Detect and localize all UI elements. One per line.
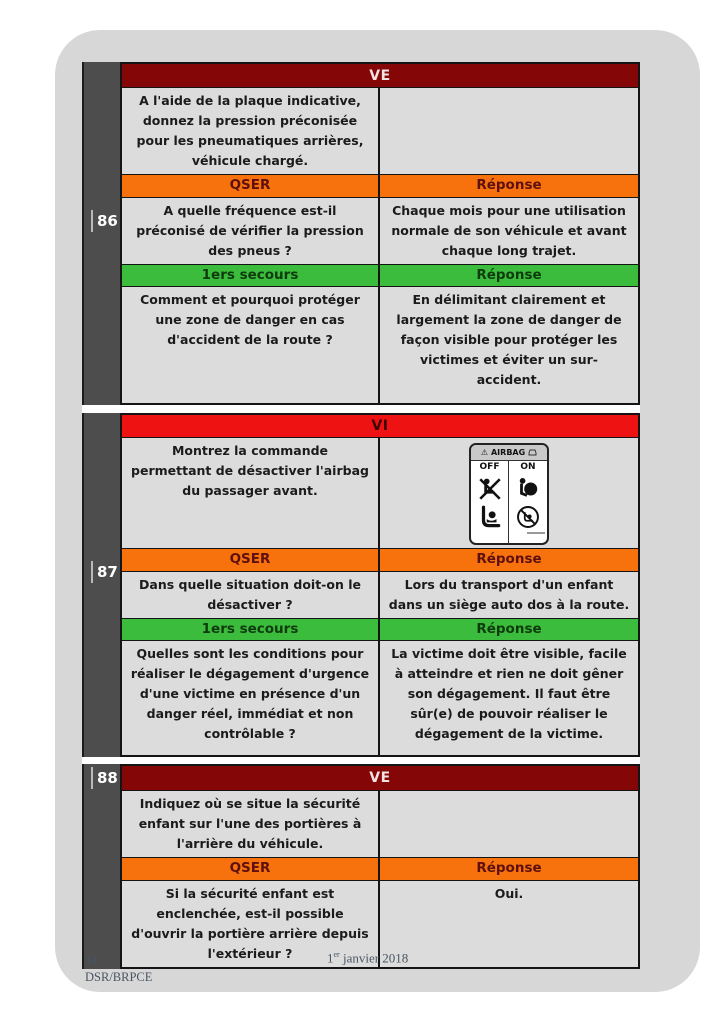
reponse-header: Réponse	[476, 860, 542, 877]
answer-cell-illustration	[380, 438, 638, 548]
question-row	[122, 87, 638, 174]
footer-date	[327, 950, 408, 966]
qser-question-cell: Dans quelle situation doit-on le désactiver ?	[122, 572, 380, 618]
question-cell: Indiquez où se situe la sécurité enfant sur l'une des portières à l'arrière du véhicule.	[122, 791, 380, 857]
secours-question-cell: Comment et pourquoi protéger une zone de danger en cas d'accident de la route ?	[122, 287, 380, 403]
reponse-header: Réponse	[476, 266, 542, 283]
reponse-header: Réponse	[476, 177, 542, 193]
airbag-label-header	[471, 445, 547, 461]
qser-header-row	[122, 857, 638, 880]
airbag-off-icon	[477, 476, 503, 502]
question-block-86	[82, 62, 640, 405]
sidebar-segment-88	[82, 764, 120, 969]
airbag-on-icon	[515, 476, 541, 502]
rear-facing-child-seat-icon	[477, 504, 503, 530]
secours-header: 1ers secours	[122, 265, 380, 287]
reponse-header: Réponse	[476, 551, 542, 568]
secours-row	[122, 286, 638, 403]
question-number-86: 86	[91, 210, 118, 232]
section-divider	[82, 405, 640, 413]
airbag-on-label: ON	[520, 462, 536, 473]
category-header-ve: VE	[122, 64, 638, 87]
question-cell: A l'aide de la plaque indicative, donnez la pression préconisée pour les pneumatiques arrières, véhicule chargé.	[122, 88, 380, 174]
question-block-87	[82, 413, 640, 757]
category-header-ve: VE	[122, 766, 638, 790]
question-number-88: 88	[91, 767, 118, 789]
vehicle-icon	[528, 449, 537, 456]
qser-answer-cell: Lors du transport d'un enfant dans un siège auto dos à la route.	[388, 576, 630, 612]
question-table-area	[82, 62, 640, 969]
qa-table-86	[120, 62, 640, 405]
footer-date-day: 1	[327, 950, 334, 966]
qser-header: QSER	[122, 858, 380, 880]
scanned-page	[55, 30, 700, 992]
secours-row	[122, 640, 638, 755]
footer-org: DSR/BRPCE	[85, 969, 153, 984]
question-number-87: 87	[91, 561, 118, 583]
reponse-header: Réponse	[476, 620, 542, 637]
qser-header: QSER	[122, 175, 380, 197]
footer-date-rest: janvier 2018	[339, 950, 409, 966]
secours-answer-cell: La victime doit être visible, facile à atteindre et rien ne doit gêner son dégagement. Il faut être sûr(e) de pouvoir réaliser le dégagement de la victime.	[391, 646, 627, 742]
page-number: 34	[85, 953, 98, 967]
qser-row	[122, 571, 638, 618]
question-row	[122, 437, 638, 548]
qser-header-row	[122, 548, 638, 571]
airbag-label-title: AIRBAG	[490, 447, 526, 457]
airbag-label-body	[471, 461, 547, 543]
secours-header: 1ers secours	[122, 619, 380, 641]
qser-row	[122, 197, 638, 264]
qa-table-87	[120, 413, 640, 757]
warning-triangle-icon: ⚠	[480, 447, 488, 457]
secours-header-row	[122, 618, 638, 641]
section-divider	[82, 757, 640, 764]
sidebar-segment-87	[82, 413, 120, 757]
qser-header: QSER	[122, 549, 380, 571]
qser-question-cell: Si la sécurité enfant est enclenchée, est-il possible d'ouvrir la portière arrière depuis l'extérieur ?	[122, 881, 380, 967]
airbag-on-column	[509, 461, 547, 543]
qser-answer-cell: Chaque mois pour une utilisation normale de son véhicule et avant chaque long trajet.	[391, 202, 627, 258]
secours-question-cell: Quelles sont les conditions pour réaliser le dégagement d'urgence d'une victime en présence d'un danger réel, immédiat et non contrôlable ?	[122, 641, 380, 755]
qa-table-88	[120, 764, 640, 969]
airbag-off-column	[471, 461, 509, 543]
qser-answer-cell: Oui.	[494, 885, 524, 901]
question-cell: Montrez la commande permettant de désactiver l'airbag du passager avant.	[122, 438, 380, 548]
no-child-seat-icon	[515, 504, 541, 530]
answer-cell-empty	[380, 791, 638, 857]
question-block-88	[82, 764, 640, 969]
category-header-vi: VI	[122, 415, 638, 437]
airbag-off-label: OFF	[479, 462, 500, 473]
answer-cell-empty	[380, 88, 638, 174]
question-row	[122, 790, 638, 857]
footer-date-ordinal: er	[333, 950, 340, 959]
sidebar-segment-86	[82, 62, 120, 405]
footer-left	[85, 952, 152, 986]
airbag-warning-label	[469, 443, 549, 545]
qser-header-row	[122, 174, 638, 197]
fine-print	[527, 532, 545, 534]
secours-answer-cell: En délimitant clairement et largement la zone de danger de façon visible pour protéger les victimes et éviter un sur-accident.	[396, 292, 622, 388]
secours-header-row	[122, 264, 638, 287]
qser-question-cell: A quelle fréquence est-il préconisé de vérifier la pression des pneus ?	[122, 198, 380, 264]
